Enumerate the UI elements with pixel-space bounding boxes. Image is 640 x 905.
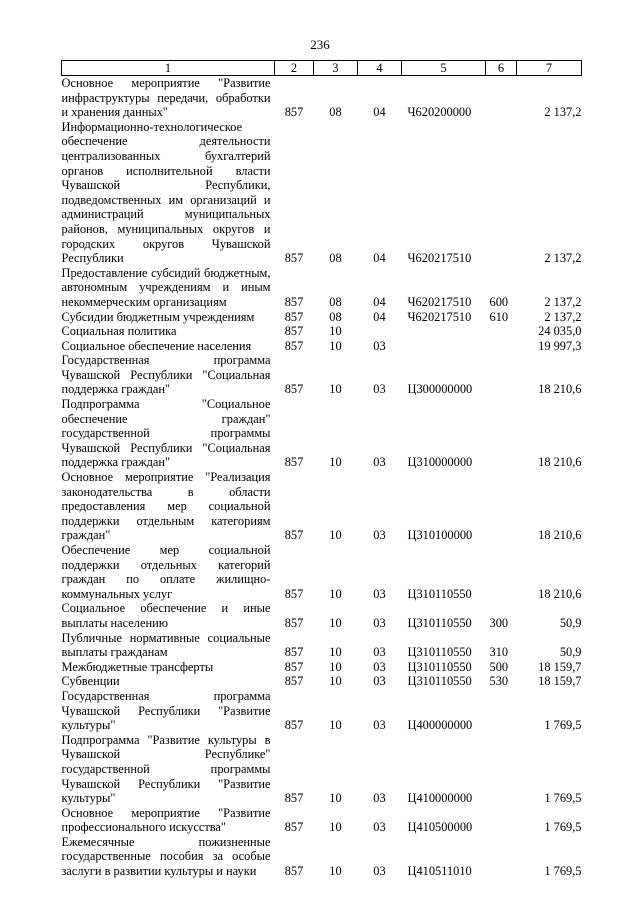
row-section: 10 [329, 718, 342, 733]
table-row [62, 689, 582, 733]
row-expense-type: 300 [489, 615, 509, 630]
row-section: 10 [329, 528, 342, 543]
row-target-article: Ч620217510 [407, 309, 472, 324]
table-row [62, 543, 582, 601]
row-grbs: 857 [284, 820, 304, 835]
row-expense-type: 610 [489, 309, 509, 324]
row-name: Информационно-технологическое обеспечение деятельности централизованных бухгалтерий органов исполнительной власти Чувашской Республики, подведомственных им организаций и администраций муниципальных районов, муниципальных округов и городских округов Чувашской Республики [61, 119, 271, 266]
row-name: Социальное обеспечение и иные выплаты населению [61, 601, 271, 630]
row-amount: 2 137,2 [544, 309, 582, 324]
table-row [62, 324, 582, 339]
table-row [62, 674, 582, 689]
row-grbs: 857 [284, 791, 304, 806]
row-section: 10 [329, 820, 342, 835]
row-subsection: 03 [373, 338, 386, 353]
row-subsection: 03 [373, 791, 386, 806]
row-name: Подпрограмма "Развитие культуры в Чувашской Республике" государственной программы Чувашской Республики "Развитие культуры" [61, 732, 271, 806]
row-name: Обеспечение мер социальной поддержки отдельных категорий граждан по оплате жилищно-коммунальных услуг [61, 543, 271, 601]
row-expense-type [486, 733, 517, 806]
row-subsection: 03 [373, 586, 386, 601]
row-amount: 1 769,5 [544, 820, 582, 835]
row-amount: 18 159,7 [538, 674, 582, 689]
row-amount: 18 210,6 [538, 455, 582, 470]
row-section: 10 [329, 674, 342, 689]
row-name: Основное мероприятие "Реализация законодательства в области предоставления мер социальной поддержки отдельным категориям граждан" [61, 470, 271, 543]
table-row [62, 120, 582, 266]
row-expense-type [486, 397, 517, 470]
row-section: 10 [329, 659, 342, 674]
row-grbs: 857 [284, 645, 304, 660]
row-expense-type: 600 [489, 294, 509, 309]
header-cell: 7 [517, 61, 582, 76]
row-section: 10 [329, 338, 342, 353]
row-expense-type [486, 543, 517, 601]
row-grbs: 857 [284, 586, 304, 601]
table-row [62, 660, 582, 675]
row-amount: 18 210,6 [538, 382, 582, 397]
row-subsection: 03 [373, 659, 386, 674]
row-expense-type [486, 806, 517, 835]
header-cell: 6 [486, 61, 517, 76]
row-grbs: 857 [284, 455, 304, 470]
row-subsection: 03 [373, 382, 386, 397]
row-target-article: Ц310110550 [407, 645, 472, 660]
table-row [62, 470, 582, 543]
row-target-article: Ц310100000 [407, 528, 473, 543]
table-row [62, 266, 582, 310]
row-expense-type [486, 120, 517, 266]
row-name: Ежемесячные пожизненные государственные пособия за особые заслуги в развитии культуры и науки [61, 834, 271, 879]
row-name: Основное мероприятие "Развитие инфраструктуры передачи, обработки и хранения данных" [61, 76, 271, 120]
row-amount: 50,9 [559, 615, 582, 630]
row-section: 10 [329, 382, 342, 397]
row-section: 08 [329, 105, 342, 120]
row-subsection: 04 [373, 294, 386, 309]
budget-table [61, 60, 582, 879]
row-target-article: Ц310110550 [407, 615, 472, 630]
row-amount: 2 137,2 [544, 105, 582, 120]
row-amount: 2 137,2 [544, 294, 582, 309]
table-row [62, 835, 582, 879]
row-target-article: Ц400000000 [407, 718, 473, 733]
row-subsection: 03 [373, 674, 386, 689]
row-subsection: 03 [373, 864, 386, 879]
row-subsection: 04 [373, 251, 386, 266]
row-section: 08 [329, 294, 342, 309]
row-section: 10 [329, 324, 342, 339]
row-target-article: Ц310110550 [407, 586, 472, 601]
row-target-article: Ц310000000 [407, 455, 473, 470]
table-row [62, 806, 582, 835]
table-row [62, 310, 582, 325]
row-section: 10 [329, 864, 342, 879]
row-subsection: 03 [373, 615, 386, 630]
row-expense-type [486, 324, 517, 339]
row-target-article: Ц410000000 [407, 791, 473, 806]
table-row [62, 76, 582, 120]
row-amount: 1 769,5 [544, 864, 582, 879]
row-expense-type: 530 [489, 674, 509, 689]
row-grbs: 857 [284, 674, 304, 689]
row-expense-type [486, 470, 517, 543]
row-name: Межбюджетные трансферты [61, 659, 214, 674]
row-name: Основное мероприятие "Развитие профессионального искусства" [61, 805, 271, 835]
row-target-article: Ц410511010 [407, 864, 472, 879]
row-target-article [402, 339, 486, 354]
row-expense-type [486, 835, 517, 879]
row-target-article: Ц310110550 [407, 674, 472, 689]
row-section: 08 [329, 251, 342, 266]
row-grbs: 857 [284, 324, 304, 339]
row-grbs: 857 [284, 294, 304, 309]
row-name: Предоставление субсидий бюджетным, автономным учреждениям и иным некоммерческим организациям [61, 265, 271, 309]
header-row [62, 61, 582, 76]
row-amount: 2 137,2 [544, 251, 582, 266]
row-section: 10 [329, 455, 342, 470]
row-target-article: Ц300000000 [407, 382, 473, 397]
row-grbs: 857 [284, 338, 304, 353]
row-subsection: 03 [373, 645, 386, 660]
row-subsection: 03 [373, 820, 386, 835]
row-amount: 18 210,6 [538, 586, 582, 601]
row-amount: 50,9 [559, 645, 582, 660]
row-amount: 19 997,3 [538, 338, 582, 353]
row-section: 10 [329, 645, 342, 660]
row-amount: 18 159,7 [538, 659, 582, 674]
row-section: 10 [329, 791, 342, 806]
row-subsection: 04 [373, 105, 386, 120]
row-grbs: 857 [284, 309, 304, 324]
row-name: Социальное обеспечение населения [61, 338, 252, 353]
row-expense-type: 310 [489, 645, 509, 660]
table-row [62, 601, 582, 630]
row-subsection: 04 [373, 309, 386, 324]
row-section: 10 [329, 615, 342, 630]
row-grbs: 857 [284, 615, 304, 630]
table-row [62, 339, 582, 354]
table-row [62, 733, 582, 806]
row-grbs: 857 [284, 718, 304, 733]
row-expense-type [486, 76, 517, 120]
row-expense-type [486, 689, 517, 733]
table-row [62, 631, 582, 660]
header-cell: 4 [358, 61, 402, 76]
row-grbs: 857 [284, 864, 304, 879]
row-amount: 1 769,5 [544, 718, 582, 733]
header-cell: 2 [275, 61, 314, 76]
row-amount: 24 035,0 [538, 324, 582, 339]
row-amount: 1 769,5 [544, 791, 582, 806]
row-name: Публичные нормативные социальные выплаты гражданам [61, 630, 271, 660]
row-grbs: 857 [284, 528, 304, 543]
header-cell: 3 [314, 61, 358, 76]
row-grbs: 857 [284, 251, 304, 266]
row-target-article: Ч620217510 [407, 251, 472, 266]
row-target-article: Ц410500000 [407, 820, 473, 835]
header-cell: 1 [62, 61, 275, 76]
row-subsection [358, 324, 402, 339]
row-grbs: 857 [284, 659, 304, 674]
row-target-article [402, 324, 486, 339]
table-row [62, 397, 582, 470]
row-subsection: 03 [373, 528, 386, 543]
row-name: Подпрограмма "Социальное обеспечение граждан" государственной программы Чувашской Республики "Социальная поддержка граждан" [61, 397, 271, 470]
header-cell: 5 [402, 61, 486, 76]
row-section: 10 [329, 586, 342, 601]
row-grbs: 857 [284, 105, 304, 120]
row-target-article: Ц310110550 [407, 659, 472, 674]
row-expense-type [486, 339, 517, 354]
row-subsection: 03 [373, 455, 386, 470]
row-name: Субвенции [61, 674, 120, 689]
row-name: Государственная программа Чувашской Республики "Развитие культуры" [61, 688, 271, 733]
row-amount: 18 210,6 [538, 528, 582, 543]
row-expense-type: 500 [489, 659, 509, 674]
row-target-article: Ч620217510 [407, 294, 472, 309]
row-grbs: 857 [284, 382, 304, 397]
row-section: 08 [329, 309, 342, 324]
row-name: Социальная политика [61, 324, 177, 339]
table-row [62, 353, 582, 397]
row-name: Субсидии бюджетным учреждениям [61, 309, 255, 324]
row-subsection: 03 [373, 718, 386, 733]
row-expense-type [486, 353, 517, 397]
page-number: 236 [310, 37, 330, 52]
row-target-article: Ч620200000 [407, 105, 472, 120]
row-name: Государственная программа Чувашской Республики "Социальная поддержка граждан" [61, 353, 271, 397]
